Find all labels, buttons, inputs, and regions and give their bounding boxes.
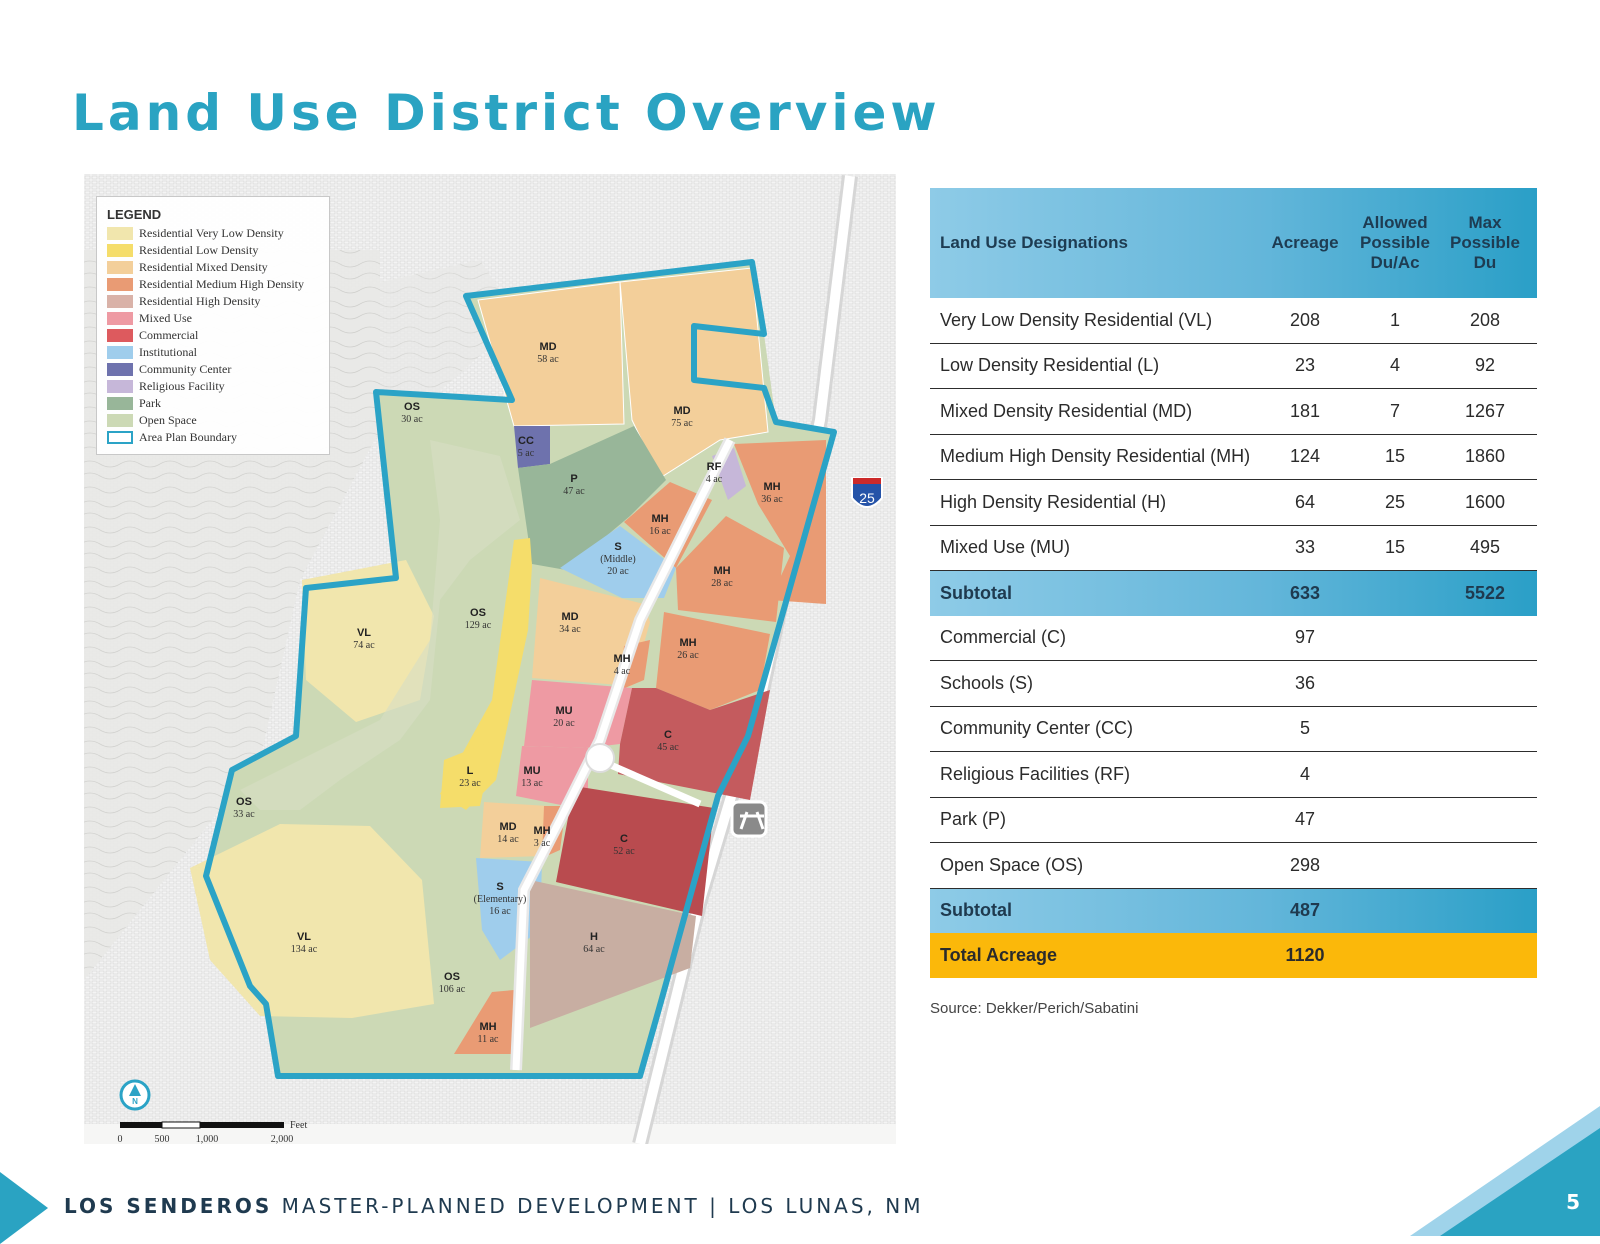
legend-swatch [107, 295, 133, 308]
parcel-code: MH [533, 825, 551, 837]
table-row [930, 661, 1537, 707]
table-row [930, 298, 1537, 344]
parcel-area: 23 ac [459, 778, 481, 789]
cell-name: Open Space (OS) [940, 854, 1084, 875]
parcel-code: MU [523, 765, 541, 777]
source-note: Source: Dekker/Perich/Sabatini [930, 1000, 1139, 1017]
parcel-area: 16 ac [649, 526, 671, 537]
cell-acreage: 487 [1289, 900, 1321, 921]
legend-swatch [107, 363, 133, 376]
cell-acreage: 64 [1294, 491, 1316, 512]
table-header [930, 188, 1537, 298]
legend-item [107, 242, 319, 259]
scale-tick-2000: 2,000 [270, 1134, 294, 1144]
parcel-code: L [466, 765, 474, 777]
cell-acreage: 5 [1299, 718, 1310, 739]
parcel-code: S [496, 881, 504, 893]
parcel-code: MH [713, 565, 731, 577]
legend-item [107, 361, 319, 378]
parcel-code: MH [679, 637, 697, 649]
header-acreage: Acreage [1271, 233, 1339, 252]
cell-max: 5522 [1464, 582, 1506, 603]
table-row [930, 344, 1537, 390]
interstate-label: 25 [859, 490, 875, 506]
parcel-code: OS [470, 607, 486, 619]
legend-label: Residential Low Density [139, 243, 259, 257]
parcel-code: MD [673, 405, 691, 417]
interstate-shield-icon [852, 478, 882, 507]
cell-name: Total Acreage [940, 944, 1058, 965]
cell-allowed: 7 [1389, 400, 1400, 421]
legend-label: Open Space [139, 413, 197, 427]
cell-name: Subtotal [940, 900, 1012, 921]
parcel-area: 134 ac [290, 944, 318, 955]
scale-unit: Feet [290, 1120, 308, 1131]
legend-item [107, 276, 319, 293]
legend-swatch [107, 397, 133, 410]
cell-acreage: 124 [1289, 446, 1321, 467]
legend-swatch [107, 278, 133, 291]
parcel-area: 75 ac [671, 418, 693, 429]
parcel-area: 47 ac [563, 486, 585, 497]
cell-allowed: 4 [1389, 355, 1400, 376]
cell-name: Low Density Residential (L) [940, 355, 1160, 376]
legend-label: Residential Mixed Density [139, 260, 268, 274]
land-use-table [930, 188, 1537, 978]
parcel-area: 5 ac [517, 448, 535, 459]
scale-tick-500: 500 [154, 1134, 170, 1144]
parcel-area: 13 ac [521, 778, 543, 789]
cell-name: High Density Residential (H) [940, 491, 1167, 512]
parcel-area: 33 ac [233, 809, 255, 820]
map-legend [96, 196, 330, 455]
legend-swatch [107, 244, 133, 257]
table-row [930, 843, 1537, 889]
table-row [930, 435, 1537, 481]
parcel-code: P [570, 473, 578, 485]
table-row [930, 752, 1537, 798]
parcel-code: C [620, 833, 628, 845]
table-row [930, 616, 1537, 662]
footer-arrow-icon [0, 1172, 48, 1244]
cell-acreage: 36 [1294, 672, 1316, 693]
parcel-code: VL [356, 627, 372, 639]
table-row [930, 480, 1537, 526]
parcel-area: 36 ac [761, 494, 783, 505]
parcel-code: MD [499, 821, 517, 833]
parcel-code: MH [651, 513, 669, 525]
cell-acreage: 208 [1289, 309, 1321, 330]
legend-swatch [107, 261, 133, 274]
legend-item [107, 259, 319, 276]
parcel-code: S [614, 541, 622, 553]
parcel-area: 3 ac [533, 838, 551, 849]
header-max: Max Possible Du [1450, 213, 1520, 272]
parcel-code: MH [479, 1021, 497, 1033]
cell-allowed: 15 [1384, 446, 1406, 467]
cell-max: 208 [1469, 309, 1501, 330]
cell-allowed: 25 [1384, 491, 1406, 512]
header-designation: Land Use Designations [940, 233, 1128, 252]
parcel-subtitle: (Elementary) [473, 894, 527, 905]
north-arrow-icon [121, 1081, 149, 1109]
parcel-area: 11 ac [477, 1034, 499, 1045]
cell-name: Community Center (CC) [940, 718, 1134, 739]
legend-item [107, 327, 319, 344]
parcel-code: RF [706, 461, 722, 473]
parcel-code: OS [444, 971, 460, 983]
legend-swatch [107, 227, 133, 240]
legend-label: Residential Medium High Density [139, 277, 304, 291]
legend-swatch [107, 380, 133, 393]
footer-project-name: LOS SENDEROS [64, 1194, 273, 1218]
legend-label: Commercial [139, 328, 199, 342]
parcel-area: 20 ac [553, 718, 575, 729]
legend-item [107, 293, 319, 310]
legend-item [107, 395, 319, 412]
header-allowed: Allowed Possible Du/Ac [1360, 213, 1430, 272]
legend-title: LEGEND [107, 207, 162, 222]
legend-swatch [107, 431, 133, 444]
parcel-code: MU [555, 705, 573, 717]
cell-max: 495 [1469, 537, 1501, 558]
cell-name: Mixed Use (MU) [940, 537, 1071, 558]
cell-acreage: 23 [1294, 355, 1316, 376]
parcel-subtitle: (Middle) [600, 554, 636, 565]
cell-acreage: 633 [1289, 582, 1321, 603]
legend-item [107, 225, 319, 242]
legend-swatch [107, 312, 133, 325]
cell-max: 1600 [1464, 491, 1506, 512]
parcel-area: 64 ac [583, 944, 605, 955]
legend-item [107, 378, 319, 395]
parcel-code: OS [236, 796, 252, 808]
legend-label: Residential High Density [139, 294, 261, 308]
parcel-code: MH [763, 481, 781, 493]
parcel-area: 30 ac [401, 414, 423, 425]
legend-label: Area Plan Boundary [139, 430, 237, 444]
cell-name: Subtotal [940, 582, 1012, 603]
subtotal-row [930, 889, 1537, 934]
subtotal-row [930, 571, 1537, 616]
parcel-area: 20 ac [607, 566, 629, 577]
parcel-area: 16 ac [489, 906, 511, 917]
corner-decoration [1440, 1128, 1600, 1236]
page-title: Land Use District Overview [72, 84, 941, 142]
cell-acreage: 1120 [1285, 944, 1325, 965]
table-row [930, 798, 1537, 844]
total-row [930, 933, 1537, 978]
parcel-code: MD [539, 341, 557, 353]
parcel-area: 45 ac [657, 742, 679, 753]
cell-acreage: 47 [1294, 809, 1316, 830]
cell-max: 1860 [1464, 446, 1506, 467]
parcel-area: 14 ac [497, 834, 519, 845]
cell-name: Commercial (C) [940, 627, 1066, 648]
legend-label: Community Center [139, 362, 232, 376]
cell-max: 1267 [1464, 400, 1506, 421]
cell-name: Mixed Density Residential (MD) [940, 400, 1193, 421]
legend-item [107, 429, 319, 446]
cell-acreage: 4 [1299, 763, 1310, 784]
parcel-code: H [590, 931, 598, 943]
cell-allowed: 15 [1384, 537, 1406, 558]
cell-name: Religious Facilities (RF) [940, 763, 1131, 784]
parcel-area: 52 ac [613, 846, 635, 857]
legend-item [107, 310, 319, 327]
parcel-area: 4 ac [705, 474, 723, 485]
cell-acreage: 33 [1294, 537, 1316, 558]
north-label: N [132, 1097, 138, 1106]
page-number: 5 [1566, 1190, 1580, 1214]
cell-acreage: 97 [1294, 627, 1316, 648]
parcel-area: 34 ac [559, 624, 581, 635]
legend-item [107, 344, 319, 361]
parcel-area: 58 ac [537, 354, 559, 365]
parcel-code: CC [518, 435, 534, 447]
cell-max: 92 [1474, 355, 1496, 376]
highway-icon [732, 802, 766, 836]
parcel-area: 106 ac [438, 984, 466, 995]
cell-name: Medium High Density Residential (MH) [940, 446, 1251, 467]
legend-swatch [107, 329, 133, 342]
legend-label: Residential Very Low Density [139, 226, 284, 240]
parcel-area: 28 ac [711, 578, 733, 589]
parcel-code: MH [613, 653, 631, 665]
legend-label: Mixed Use [139, 311, 192, 325]
footer-subtitle: MASTER-PLANNED DEVELOPMENT | LOS LUNAS, NM [272, 1194, 924, 1218]
table-row [930, 526, 1537, 572]
scale-tick-1000: 1,000 [195, 1134, 219, 1144]
parcel-code: C [664, 729, 672, 741]
cell-allowed: 1 [1389, 309, 1400, 330]
parcel-code: VL [296, 931, 312, 943]
cell-name: Very Low Density Residential (VL) [940, 309, 1213, 330]
parcel-code: OS [404, 401, 420, 413]
table-row [930, 389, 1537, 435]
legend-swatch [107, 414, 133, 427]
parcel-area: 129 ac [464, 620, 492, 631]
table-row [930, 707, 1537, 753]
cell-name: Park (P) [940, 809, 1007, 830]
legend-swatch [107, 346, 133, 359]
parcel-area: 74 ac [353, 640, 375, 651]
table-body [930, 298, 1537, 978]
cell-name: Schools (S) [940, 672, 1034, 693]
cell-acreage: 298 [1289, 854, 1321, 875]
cell-acreage: 181 [1289, 400, 1321, 421]
parcel-area: 4 ac [613, 666, 631, 677]
footer-title [64, 1194, 923, 1218]
legend-label: Park [139, 396, 161, 410]
legend-label: Religious Facility [139, 379, 225, 393]
parcel-area: 26 ac [677, 650, 699, 661]
parcel-code: MD [561, 611, 579, 623]
legend-item [107, 412, 319, 429]
legend-label: Institutional [139, 345, 197, 359]
scale-tick-0: 0 [117, 1134, 123, 1144]
